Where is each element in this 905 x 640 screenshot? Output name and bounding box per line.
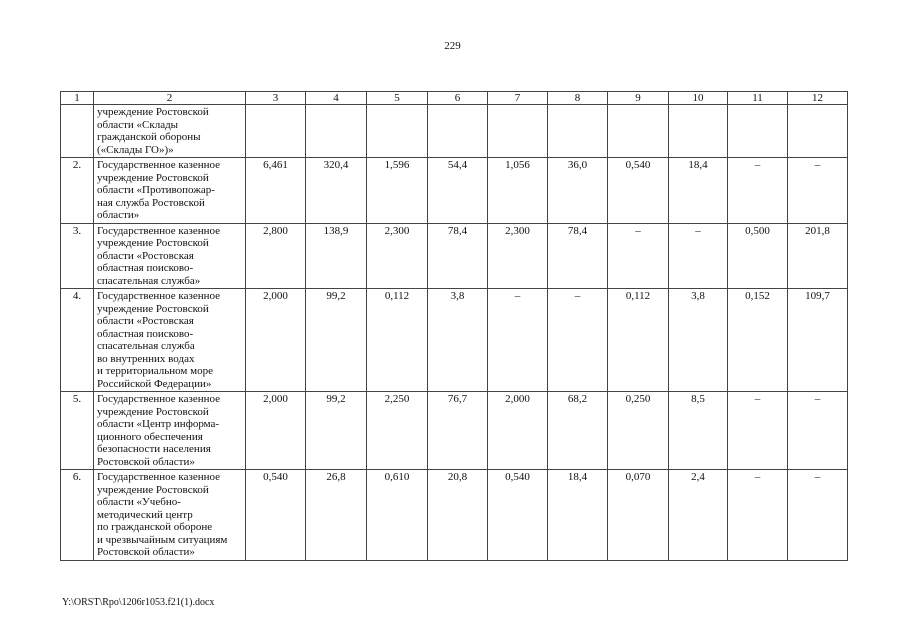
value-cell: 0,112 [608, 289, 669, 392]
value-cell: – [669, 223, 728, 289]
value-cell [306, 105, 367, 158]
value-cell: 0,540 [608, 158, 669, 224]
institution-name: Государственное казенное учреждение Ростовской области «Центр информа- ционного обеспечения безопасности населения Ростовской области» [94, 392, 246, 470]
value-cell: – [788, 392, 848, 470]
column-header: 7 [488, 92, 548, 105]
value-cell: 0,500 [728, 223, 788, 289]
value-cell: 3,8 [669, 289, 728, 392]
institution-name: Государственное казенное учреждение Ростовской области «Противопожар- ная служба Ростовской области» [94, 158, 246, 224]
value-cell [488, 105, 548, 158]
row-number: 2. [61, 158, 94, 224]
value-cell: 0,112 [367, 289, 428, 392]
table-row [61, 392, 848, 470]
value-cell: 109,7 [788, 289, 848, 392]
value-cell: 36,0 [548, 158, 608, 224]
value-cell: 2,000 [246, 392, 306, 470]
column-header: 10 [669, 92, 728, 105]
value-cell [669, 105, 728, 158]
value-cell: – [728, 392, 788, 470]
value-cell: 6,461 [246, 158, 306, 224]
value-cell: 0,540 [246, 470, 306, 561]
value-cell: 2,000 [488, 392, 548, 470]
institution-name: Государственное казенное учреждение Ростовской области «Учебно- методический центр по гражданской обороне и чрезвычайным ситуациям Ростовской области» [94, 470, 246, 561]
value-cell: 26,8 [306, 470, 367, 561]
value-cell: 99,2 [306, 392, 367, 470]
row-number: 4. [61, 289, 94, 392]
value-cell: 320,4 [306, 158, 367, 224]
value-cell [608, 105, 669, 158]
value-cell: 99,2 [306, 289, 367, 392]
value-cell: 76,7 [428, 392, 488, 470]
value-cell: 78,4 [548, 223, 608, 289]
table-row [61, 289, 848, 392]
value-cell: – [788, 470, 848, 561]
value-cell: 1,596 [367, 158, 428, 224]
value-cell: 138,9 [306, 223, 367, 289]
value-cell: 18,4 [669, 158, 728, 224]
value-cell: 78,4 [428, 223, 488, 289]
institution-name: учреждение Ростовской области «Склады гражданской обороны («Склады ГО»)» [94, 105, 246, 158]
value-cell: 68,2 [548, 392, 608, 470]
value-cell: 0,540 [488, 470, 548, 561]
page-number: 229 [444, 40, 461, 52]
column-number-row [61, 92, 848, 105]
value-cell: 2,300 [367, 223, 428, 289]
institution-name: Государственное казенное учреждение Ростовской области «Ростовская областная поисково- спасательная служба во внутренних водах и территориальном море Российской Федерации» [94, 289, 246, 392]
value-cell [367, 105, 428, 158]
column-header: 6 [428, 92, 488, 105]
data-table [60, 91, 848, 561]
value-cell: – [788, 158, 848, 224]
value-cell: 8,5 [669, 392, 728, 470]
value-cell: 2,300 [488, 223, 548, 289]
table-row [61, 158, 848, 224]
value-cell: – [548, 289, 608, 392]
value-cell: – [728, 470, 788, 561]
column-header: 5 [367, 92, 428, 105]
value-cell [246, 105, 306, 158]
column-header: 12 [788, 92, 848, 105]
column-header: 9 [608, 92, 669, 105]
value-cell: 2,250 [367, 392, 428, 470]
institution-name: Государственное казенное учреждение Ростовской области «Ростовская областная поисково- спасательная служба» [94, 223, 246, 289]
column-header: 4 [306, 92, 367, 105]
value-cell: 2,4 [669, 470, 728, 561]
value-cell: – [488, 289, 548, 392]
value-cell [788, 105, 848, 158]
value-cell: – [608, 223, 669, 289]
value-cell: 0,610 [367, 470, 428, 561]
value-cell [728, 105, 788, 158]
value-cell: 2,000 [246, 289, 306, 392]
value-cell: 201,8 [788, 223, 848, 289]
table-row [61, 470, 848, 561]
value-cell: 18,4 [548, 470, 608, 561]
table-row [61, 223, 848, 289]
row-number: 6. [61, 470, 94, 561]
column-header: 3 [246, 92, 306, 105]
value-cell: 0,250 [608, 392, 669, 470]
file-path-footer: Y:\ORST\Rpo\1206r1053.f21(1).docx [62, 597, 215, 608]
value-cell: 0,152 [728, 289, 788, 392]
row-number: 3. [61, 223, 94, 289]
value-cell: 1,056 [488, 158, 548, 224]
column-header: 1 [61, 92, 94, 105]
row-number: 5. [61, 392, 94, 470]
value-cell [428, 105, 488, 158]
value-cell: 0,070 [608, 470, 669, 561]
value-cell: 20,8 [428, 470, 488, 561]
row-number [61, 105, 94, 158]
column-header: 2 [94, 92, 246, 105]
column-header: 8 [548, 92, 608, 105]
value-cell [548, 105, 608, 158]
column-header: 11 [728, 92, 788, 105]
value-cell: 2,800 [246, 223, 306, 289]
value-cell: 54,4 [428, 158, 488, 224]
value-cell: 3,8 [428, 289, 488, 392]
table-row [61, 105, 848, 158]
value-cell: – [728, 158, 788, 224]
